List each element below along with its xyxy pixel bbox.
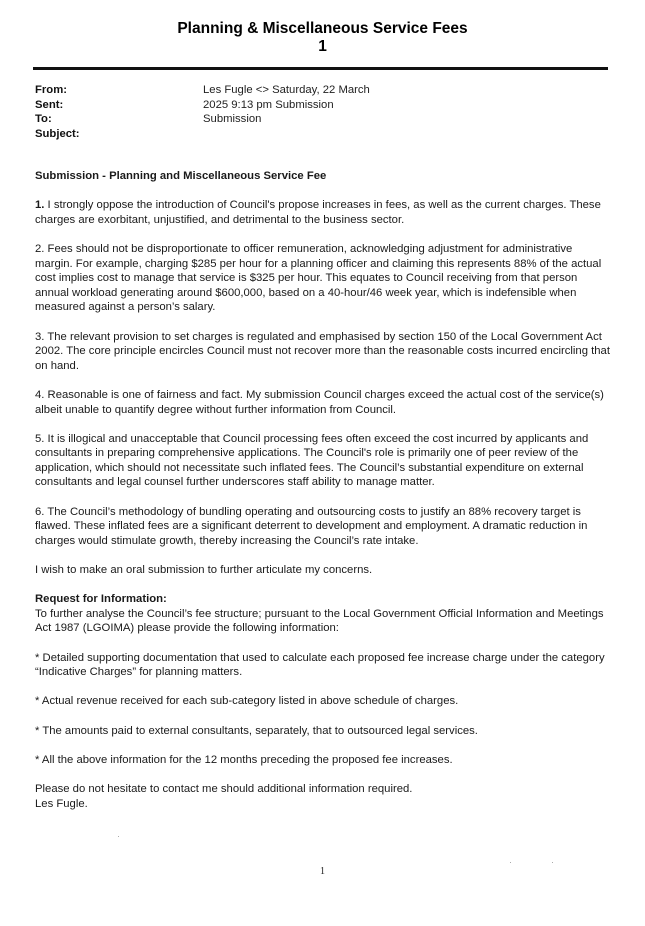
- from-label: From:: [35, 84, 68, 96]
- paragraph-text: Reasonable is one of fairness and fact. My submission Council charges exceed the actual cost of the service(s) albeit unable to quantify degree without further information from Council.: [35, 388, 604, 416]
- scan-speck: [118, 836, 119, 837]
- subject-label: Subject:: [35, 127, 80, 140]
- page-number: 1: [320, 866, 325, 877]
- email-header-labels: [35, 83, 195, 141]
- paragraph-number: 5.: [35, 432, 45, 445]
- header-divider: [33, 67, 608, 70]
- paragraph-text: The Council’s methodology of bundling operating and outsourcing costs to justify an 88% recovery target is flawed. These inflated fees are a significant deterrent to development and employment. A dramatic reduction in charges would stimulate growth, thereby increasing the Council’s rate intake.: [35, 505, 588, 547]
- to-value: Submission: [203, 113, 262, 125]
- paragraph-text: It is illogical and unacceptable that Council processing fees often exceed the cost incurred by applicants and consultants in preparing comprehensive applications. The Council's role is primarily one of peer review of the application, which should not necessitate such inflated fees. The Council’s substantial expenditure on external consultants and legal counsel further underscores staff ability to manage matter.: [35, 432, 589, 489]
- paragraph-4: [35, 388, 610, 417]
- to-label: To:: [35, 113, 52, 125]
- scan-speck: [510, 862, 511, 863]
- subject-value: [203, 127, 463, 142]
- paragraph-text: I strongly oppose the introduction of Council's propose increases in fees, as well as the current charges. These charges are exorbitant, unjustified, and detrimental to the business sector.: [35, 199, 601, 226]
- request-intro: To further analyse the Council’s fee structure; pursuant to the Local Government Official Information and Meetings Act 1987 (LGOIMA) please provide the following information:: [35, 607, 604, 635]
- request-for-information: [35, 592, 610, 636]
- closing-line: Please do not hesitate to contact me should additional information required.: [35, 782, 413, 795]
- sent-label: Sent:: [35, 98, 64, 111]
- email-body: [35, 169, 610, 811]
- scan-speck: [552, 862, 553, 863]
- paragraph-number: 1.: [35, 199, 45, 212]
- document-title-block: [0, 20, 645, 56]
- request-item-3: * The amounts paid to external consultants, separately, that to outsourced legal services.: [35, 724, 478, 737]
- paragraph-text: The relevant provision to set charges is regulated and emphasised by section 150 of the Local Government Act 2002. The core principle encircles Council must not recover more than the reasonable costs incurred encircling that on hand.: [35, 330, 610, 372]
- signature: Les Fugle.: [35, 797, 88, 810]
- paragraph-1: [35, 198, 610, 227]
- request-item-2: * Actual revenue received for each sub-category listed in above schedule of charges.: [35, 695, 459, 708]
- from-value: Les Fugle <> Saturday, 22 March: [203, 84, 370, 96]
- paragraph-number: 6.: [35, 505, 45, 518]
- request-item-4: * All the above information for the 12 months preceding the proposed fee increases.: [35, 753, 453, 766]
- document-title-number: 1: [318, 38, 327, 55]
- paragraph-3: [35, 330, 610, 374]
- paragraph-number: 4.: [35, 388, 45, 401]
- email-header-values: [203, 83, 463, 141]
- request-item-1: * Detailed supporting documentation that used to calculate each proposed fee increase charge under the category “Indicative Charges” for planning matters.: [35, 651, 605, 679]
- paragraph-5: [35, 432, 610, 490]
- document-title: Planning & Miscellaneous Service Fees: [177, 20, 468, 37]
- paragraph-text: Fees should not be disproportionate to officer remuneration, acknowledging adjustment for administrative margin. For example, charging $285 per hour for a planning officer and claiming this represents 88% of the actual cost implies cost to manage that service is $325 per hour. This equates to Council receiving from that person annual workload generating around $600,000, based on a 40-hour/46 week year, which is indefensible when measured against a person’s salary.: [35, 242, 602, 314]
- sent-value: 2025 9:13 pm Submission: [203, 98, 334, 111]
- submission-subject: Submission - Planning and Miscellaneous Service Fee: [35, 170, 327, 182]
- request-heading: Request for Information:: [35, 593, 167, 606]
- paragraph-number: 2.: [35, 242, 45, 255]
- oral-submission-statement: I wish to make an oral submission to further articulate my concerns.: [35, 564, 373, 577]
- paragraph-6: [35, 505, 610, 549]
- paragraph-number: 3.: [35, 330, 45, 343]
- paragraph-2: [35, 242, 610, 315]
